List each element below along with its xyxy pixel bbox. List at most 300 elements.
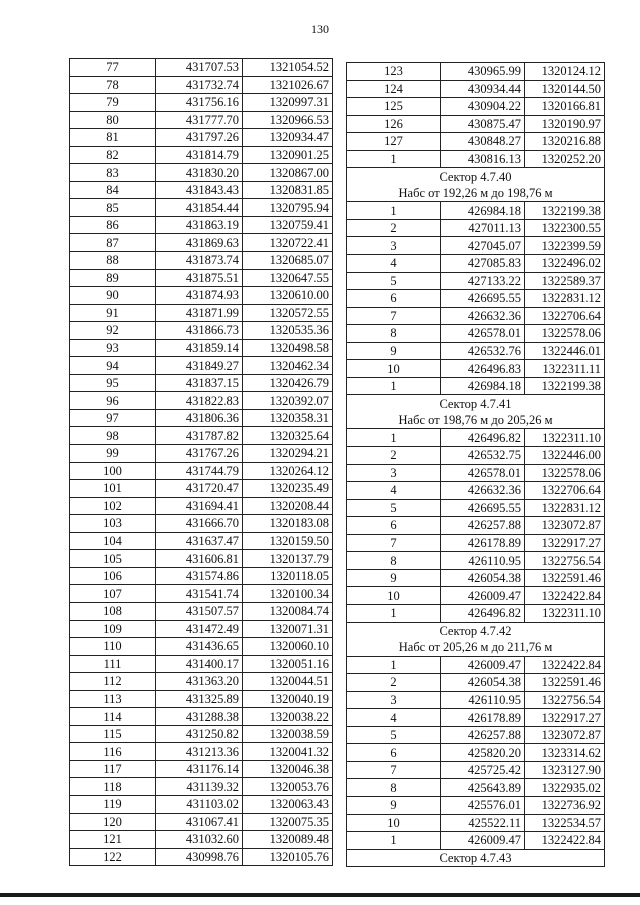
x-coordinate-cell: 431777.70: [156, 111, 243, 129]
sector-title-row: [347, 395, 605, 412]
point-number-cell: 111: [70, 655, 156, 673]
point-number-cell: 94: [70, 357, 156, 375]
table-row: [70, 181, 333, 199]
x-coordinate-cell: 431797.26: [156, 129, 243, 147]
coordinates-table-left: [69, 58, 333, 866]
y-coordinate-cell: 1320038.22: [243, 708, 333, 726]
table-row: [347, 587, 605, 605]
table-row: [70, 831, 333, 849]
y-coordinate-cell: 1320159.50: [243, 532, 333, 550]
point-number-cell: 2: [347, 674, 441, 692]
y-coordinate-cell: 1320041.32: [243, 743, 333, 761]
table-row: [70, 322, 333, 340]
y-coordinate-cell: 1320137.79: [243, 550, 333, 568]
x-coordinate-cell: 426178.89: [441, 534, 525, 552]
table-row: [70, 848, 333, 866]
x-coordinate-cell: 431067.41: [156, 813, 243, 831]
x-coordinate-cell: 426632.36: [441, 482, 525, 500]
point-number-cell: 10: [347, 587, 441, 605]
y-coordinate-cell: 1321026.67: [243, 76, 333, 94]
y-coordinate-cell: 1322446.01: [525, 342, 605, 360]
point-number-cell: 2: [347, 447, 441, 465]
y-coordinate-cell: 1321054.52: [243, 59, 333, 77]
point-number-cell: 6: [347, 290, 441, 308]
x-coordinate-cell: 431176.14: [156, 760, 243, 778]
point-number-cell: 7: [347, 534, 441, 552]
point-number-cell: 104: [70, 532, 156, 550]
point-number-cell: 4: [347, 709, 441, 727]
point-number-cell: 10: [347, 814, 441, 832]
y-coordinate-cell: 1323072.87: [525, 517, 605, 535]
x-coordinate-cell: 426578.01: [441, 325, 525, 343]
y-coordinate-cell: 1323127.90: [525, 761, 605, 779]
y-coordinate-cell: 1320060.10: [243, 638, 333, 656]
point-number-cell: 80: [70, 111, 156, 129]
page-number: 130: [311, 22, 329, 36]
y-coordinate-cell: 1320190.97: [525, 115, 605, 133]
point-number-cell: 106: [70, 567, 156, 585]
table-row: [70, 567, 333, 585]
table-row: [70, 146, 333, 164]
point-number-cell: 1: [347, 832, 441, 850]
point-number-cell: 5: [347, 726, 441, 744]
x-coordinate-cell: 431288.38: [156, 708, 243, 726]
x-coordinate-cell: 431213.36: [156, 743, 243, 761]
point-number-cell: 105: [70, 550, 156, 568]
x-coordinate-cell: 430816.13: [441, 150, 525, 168]
y-coordinate-cell: 1322422.84: [525, 832, 605, 850]
table-row: [347, 656, 605, 674]
x-coordinate-cell: 426496.82: [441, 604, 525, 622]
y-coordinate-cell: 1320795.94: [243, 199, 333, 217]
point-number-cell: 77: [70, 59, 156, 77]
table-row: [70, 427, 333, 445]
point-number-cell: 3: [347, 237, 441, 255]
table-row: [70, 111, 333, 129]
table-row: [70, 655, 333, 673]
y-coordinate-cell: 1322589.37: [525, 272, 605, 290]
table-row: [347, 80, 605, 98]
y-coordinate-cell: 1320966.53: [243, 111, 333, 129]
table-row: [70, 374, 333, 392]
x-coordinate-cell: 431574.86: [156, 567, 243, 585]
table-row: [70, 760, 333, 778]
sector-title: Сектор 4.7.41: [347, 395, 605, 412]
x-coordinate-cell: 425725.42: [441, 761, 525, 779]
y-coordinate-cell: 1322446.00: [525, 447, 605, 465]
point-number-cell: 103: [70, 515, 156, 533]
table-row: [347, 325, 605, 343]
y-coordinate-cell: 1320934.47: [243, 129, 333, 147]
point-number-cell: 125: [347, 98, 441, 116]
x-coordinate-cell: 431363.20: [156, 673, 243, 691]
point-number-cell: 3: [347, 464, 441, 482]
table-row: [70, 234, 333, 252]
table-row: [70, 339, 333, 357]
y-coordinate-cell: 1322831.12: [525, 290, 605, 308]
y-coordinate-cell: 1322756.54: [525, 691, 605, 709]
x-coordinate-cell: 431822.83: [156, 392, 243, 410]
point-number-cell: 5: [347, 272, 441, 290]
table-row: [70, 480, 333, 498]
sector-title: Сектор 4.7.42: [347, 622, 605, 639]
x-coordinate-cell: 430998.76: [156, 848, 243, 866]
point-number-cell: 88: [70, 252, 156, 270]
y-coordinate-cell: 1320392.07: [243, 392, 333, 410]
y-coordinate-cell: 1320610.00: [243, 287, 333, 305]
x-coordinate-cell: 426578.01: [441, 464, 525, 482]
x-coordinate-cell: 426532.75: [441, 447, 525, 465]
x-coordinate-cell: 430848.27: [441, 133, 525, 151]
table-row: [70, 304, 333, 322]
x-coordinate-cell: 427011.13: [441, 219, 525, 237]
x-coordinate-cell: 431032.60: [156, 831, 243, 849]
table-row: [347, 499, 605, 517]
x-coordinate-cell: 431694.41: [156, 497, 243, 515]
point-number-cell: 122: [70, 848, 156, 866]
y-coordinate-cell: 1322591.46: [525, 569, 605, 587]
x-coordinate-cell: 426178.89: [441, 709, 525, 727]
y-coordinate-cell: 1322496.02: [525, 255, 605, 273]
table-row: [347, 796, 605, 814]
sector-subtitle: Набс от 192,26 м до 198,76 м: [347, 185, 605, 202]
y-coordinate-cell: 1320358.31: [243, 409, 333, 427]
y-coordinate-cell: 1322917.27: [525, 534, 605, 552]
table-row: [70, 602, 333, 620]
x-coordinate-cell: 426496.82: [441, 429, 525, 447]
x-coordinate-cell: 431606.81: [156, 550, 243, 568]
x-coordinate-cell: 426009.47: [441, 832, 525, 850]
y-coordinate-cell: 1320046.38: [243, 760, 333, 778]
table-row: [70, 795, 333, 813]
y-coordinate-cell: 1322591.46: [525, 674, 605, 692]
table-row: [347, 377, 605, 395]
point-number-cell: 107: [70, 585, 156, 603]
table-row: [347, 429, 605, 447]
x-coordinate-cell: 431843.43: [156, 181, 243, 199]
y-coordinate-cell: 1320759.41: [243, 216, 333, 234]
x-coordinate-cell: 431787.82: [156, 427, 243, 445]
x-coordinate-cell: 431325.89: [156, 690, 243, 708]
point-number-cell: 6: [347, 517, 441, 535]
x-coordinate-cell: 431854.44: [156, 199, 243, 217]
table-row: [70, 585, 333, 603]
x-coordinate-cell: 426009.47: [441, 587, 525, 605]
x-coordinate-cell: 426496.83: [441, 360, 525, 378]
point-number-cell: 1: [347, 656, 441, 674]
table-row: [347, 360, 605, 378]
table-row: [347, 569, 605, 587]
point-number-cell: 93: [70, 339, 156, 357]
y-coordinate-cell: 1320071.31: [243, 620, 333, 638]
y-coordinate-cell: 1322831.12: [525, 499, 605, 517]
x-coordinate-cell: 431767.26: [156, 445, 243, 463]
point-number-cell: 4: [347, 482, 441, 500]
table-row: [70, 94, 333, 112]
point-number-cell: 97: [70, 409, 156, 427]
y-coordinate-cell: 1320535.36: [243, 322, 333, 340]
table-row: [347, 115, 605, 133]
table-row: [347, 272, 605, 290]
y-coordinate-cell: 1320647.55: [243, 269, 333, 287]
x-coordinate-cell: 431871.99: [156, 304, 243, 322]
x-coordinate-cell: 426695.55: [441, 499, 525, 517]
bottom-rule: [0, 893, 640, 897]
table-row: [70, 269, 333, 287]
y-coordinate-cell: 1320038.59: [243, 725, 333, 743]
y-coordinate-cell: 1322199.38: [525, 202, 605, 220]
sector-subtitle-row: [347, 412, 605, 429]
sector-title-row: [347, 622, 605, 639]
y-coordinate-cell: 1320063.43: [243, 795, 333, 813]
x-coordinate-cell: 426054.38: [441, 674, 525, 692]
point-number-cell: 9: [347, 796, 441, 814]
table-row: [347, 237, 605, 255]
table-row: [70, 515, 333, 533]
table-row: [70, 392, 333, 410]
point-number-cell: 4: [347, 255, 441, 273]
y-coordinate-cell: 1322300.55: [525, 219, 605, 237]
table-row: [70, 743, 333, 761]
point-number-cell: 83: [70, 164, 156, 182]
table-row: [347, 779, 605, 797]
point-number-cell: 90: [70, 287, 156, 305]
y-coordinate-cell: 1322706.64: [525, 482, 605, 500]
y-coordinate-cell: 1322422.84: [525, 656, 605, 674]
point-number-cell: 5: [347, 499, 441, 517]
point-number-cell: 108: [70, 602, 156, 620]
x-coordinate-cell: 431103.02: [156, 795, 243, 813]
table-row: [347, 202, 605, 220]
y-coordinate-cell: 1322311.11: [525, 360, 605, 378]
table-row: [347, 709, 605, 727]
y-coordinate-cell: 1320183.08: [243, 515, 333, 533]
x-coordinate-cell: 425522.11: [441, 814, 525, 832]
y-coordinate-cell: 1320124.12: [525, 63, 605, 81]
sector-subtitle: Набс от 205,26 м до 211,76 м: [347, 639, 605, 656]
table-row: [70, 59, 333, 77]
x-coordinate-cell: 431830.20: [156, 164, 243, 182]
point-number-cell: 112: [70, 673, 156, 691]
x-coordinate-cell: 426110.95: [441, 552, 525, 570]
point-number-cell: 9: [347, 342, 441, 360]
y-coordinate-cell: 1322917.27: [525, 709, 605, 727]
y-coordinate-cell: 1320325.64: [243, 427, 333, 445]
y-coordinate-cell: 1320166.81: [525, 98, 605, 116]
x-coordinate-cell: 431756.16: [156, 94, 243, 112]
point-number-cell: 1: [347, 202, 441, 220]
table-row: [70, 409, 333, 427]
table-row: [347, 447, 605, 465]
y-coordinate-cell: 1320997.31: [243, 94, 333, 112]
sector-title: Сектор 4.7.40: [347, 168, 605, 185]
x-coordinate-cell: 427085.83: [441, 255, 525, 273]
x-coordinate-cell: 431732.74: [156, 76, 243, 94]
sector-title-row: [347, 849, 605, 867]
y-coordinate-cell: 1320075.35: [243, 813, 333, 831]
table-row: [347, 98, 605, 116]
x-coordinate-cell: 431849.27: [156, 357, 243, 375]
x-coordinate-cell: 430875.47: [441, 115, 525, 133]
x-coordinate-cell: 431720.47: [156, 480, 243, 498]
y-coordinate-cell: 1322935.02: [525, 779, 605, 797]
point-number-cell: 1: [347, 377, 441, 395]
y-coordinate-cell: 1320426.79: [243, 374, 333, 392]
point-number-cell: 102: [70, 497, 156, 515]
y-coordinate-cell: 1320867.00: [243, 164, 333, 182]
table-row: [347, 255, 605, 273]
y-coordinate-cell: 1322399.59: [525, 237, 605, 255]
table-row: [70, 164, 333, 182]
x-coordinate-cell: 431814.79: [156, 146, 243, 164]
x-coordinate-cell: 430965.99: [441, 63, 525, 81]
x-coordinate-cell: 431875.51: [156, 269, 243, 287]
y-coordinate-cell: 1320252.20: [525, 150, 605, 168]
point-number-cell: 113: [70, 690, 156, 708]
table-row: [70, 690, 333, 708]
y-coordinate-cell: 1320040.19: [243, 690, 333, 708]
x-coordinate-cell: 431541.74: [156, 585, 243, 603]
sector-subtitle: Набс от 198,76 м до 205,26 м: [347, 412, 605, 429]
x-coordinate-cell: 426532.76: [441, 342, 525, 360]
x-coordinate-cell: 431436.65: [156, 638, 243, 656]
point-number-cell: 91: [70, 304, 156, 322]
table-row: [70, 778, 333, 796]
x-coordinate-cell: 431400.17: [156, 655, 243, 673]
table-row: [347, 63, 605, 81]
table-row: [347, 482, 605, 500]
x-coordinate-cell: 426110.95: [441, 691, 525, 709]
y-coordinate-cell: 1320053.76: [243, 778, 333, 796]
point-number-cell: 1: [347, 429, 441, 447]
coordinates-table-right: [346, 62, 605, 867]
x-coordinate-cell: 426054.38: [441, 569, 525, 587]
x-coordinate-cell: 431859.14: [156, 339, 243, 357]
table-row: [347, 219, 605, 237]
table-row: [347, 744, 605, 762]
x-coordinate-cell: 431869.63: [156, 234, 243, 252]
y-coordinate-cell: 1320235.49: [243, 480, 333, 498]
y-coordinate-cell: 1322578.06: [525, 464, 605, 482]
table-row: [347, 761, 605, 779]
x-coordinate-cell: 431507.57: [156, 602, 243, 620]
x-coordinate-cell: 431866.73: [156, 322, 243, 340]
y-coordinate-cell: 1320498.58: [243, 339, 333, 357]
point-number-cell: 120: [70, 813, 156, 831]
point-number-cell: 92: [70, 322, 156, 340]
x-coordinate-cell: 425820.20: [441, 744, 525, 762]
point-number-cell: 119: [70, 795, 156, 813]
table-row: [70, 287, 333, 305]
x-coordinate-cell: 426009.47: [441, 656, 525, 674]
y-coordinate-cell: 1320264.12: [243, 462, 333, 480]
table-row: [347, 342, 605, 360]
y-coordinate-cell: 1320044.51: [243, 673, 333, 691]
point-number-cell: 8: [347, 552, 441, 570]
x-coordinate-cell: 426632.36: [441, 307, 525, 325]
point-number-cell: 127: [347, 133, 441, 151]
point-number-cell: 89: [70, 269, 156, 287]
point-number-cell: 3: [347, 691, 441, 709]
y-coordinate-cell: 1320084.74: [243, 602, 333, 620]
point-number-cell: 99: [70, 445, 156, 463]
table-row: [70, 76, 333, 94]
y-coordinate-cell: 1322578.06: [525, 325, 605, 343]
point-number-cell: 8: [347, 779, 441, 797]
point-number-cell: 124: [347, 80, 441, 98]
x-coordinate-cell: 431707.53: [156, 59, 243, 77]
y-coordinate-cell: 1323314.62: [525, 744, 605, 762]
y-coordinate-cell: 1320118.05: [243, 567, 333, 585]
y-coordinate-cell: 1320100.34: [243, 585, 333, 603]
y-coordinate-cell: 1322736.92: [525, 796, 605, 814]
x-coordinate-cell: 426984.18: [441, 377, 525, 395]
point-number-cell: 86: [70, 216, 156, 234]
table-row: [70, 708, 333, 726]
point-number-cell: 117: [70, 760, 156, 778]
y-coordinate-cell: 1323072.87: [525, 726, 605, 744]
table-row: [70, 462, 333, 480]
table-row: [347, 307, 605, 325]
x-coordinate-cell: 431139.32: [156, 778, 243, 796]
x-coordinate-cell: 431873.74: [156, 252, 243, 270]
y-coordinate-cell: 1322199.38: [525, 377, 605, 395]
x-coordinate-cell: 425576.01: [441, 796, 525, 814]
y-coordinate-cell: 1322706.64: [525, 307, 605, 325]
y-coordinate-cell: 1320901.25: [243, 146, 333, 164]
table-row: [70, 813, 333, 831]
table-row: [70, 199, 333, 217]
point-number-cell: 114: [70, 708, 156, 726]
y-coordinate-cell: 1320144.50: [525, 80, 605, 98]
table-row: [347, 133, 605, 151]
point-number-cell: 101: [70, 480, 156, 498]
point-number-cell: 79: [70, 94, 156, 112]
point-number-cell: 10: [347, 360, 441, 378]
x-coordinate-cell: 431666.70: [156, 515, 243, 533]
y-coordinate-cell: 1320294.21: [243, 445, 333, 463]
table-row: [347, 814, 605, 832]
x-coordinate-cell: 431472.49: [156, 620, 243, 638]
point-number-cell: 110: [70, 638, 156, 656]
x-coordinate-cell: 430904.22: [441, 98, 525, 116]
point-number-cell: 2: [347, 219, 441, 237]
point-number-cell: 78: [70, 76, 156, 94]
point-number-cell: 87: [70, 234, 156, 252]
point-number-cell: 109: [70, 620, 156, 638]
point-number-cell: 121: [70, 831, 156, 849]
x-coordinate-cell: 430934.44: [441, 80, 525, 98]
y-coordinate-cell: 1322756.54: [525, 552, 605, 570]
x-coordinate-cell: 426257.88: [441, 517, 525, 535]
y-coordinate-cell: 1320105.76: [243, 848, 333, 866]
y-coordinate-cell: 1320831.85: [243, 181, 333, 199]
point-number-cell: 116: [70, 743, 156, 761]
table-row: [347, 517, 605, 535]
y-coordinate-cell: 1320722.41: [243, 234, 333, 252]
point-number-cell: 9: [347, 569, 441, 587]
x-coordinate-cell: 431874.93: [156, 287, 243, 305]
x-coordinate-cell: 431250.82: [156, 725, 243, 743]
sector-title: Сектор 4.7.43: [347, 849, 605, 867]
sector-title-row: [347, 168, 605, 185]
y-coordinate-cell: 1320051.16: [243, 655, 333, 673]
y-coordinate-cell: 1322311.10: [525, 604, 605, 622]
x-coordinate-cell: 431806.36: [156, 409, 243, 427]
point-number-cell: 6: [347, 744, 441, 762]
table-row: [70, 725, 333, 743]
table-row: [347, 150, 605, 168]
